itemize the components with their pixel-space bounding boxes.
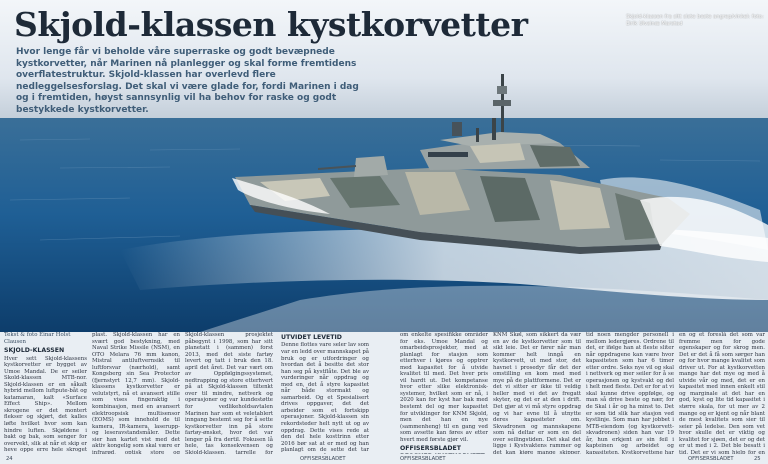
body-column-4 bbox=[281, 332, 369, 454]
body-column-1 bbox=[4, 332, 87, 454]
column-text: Hver sett Skjold-klassens kystkorvetter er bygget av Umoe Mandal. De er seiler Skold-klassen MTB-nor. Skjold-klassen er en såkalt hybrid mellom luftpute-båt og katamaran, kalt «Surface Effect Ship». Mellom skrogene er det montert flekser og skjørt, det kalles løfte hvilket hvor som kan hindre luften. Skjøldene i bakt og bak, som senger for overvekt, slik at når et skip er heve oppe erre hele skroget bbox=[4, 355, 87, 454]
page-number-right: 25 bbox=[754, 456, 761, 462]
subhead: SKJOLD-KLASSEN bbox=[4, 347, 65, 355]
photo-caption: Skjold-klassen fra sitt siste beste angrep/vinkel: foto: Eirik Ulvsinæ Marstad bbox=[626, 14, 764, 27]
magazine-name-right: OFFISERSBLADET bbox=[688, 456, 734, 462]
body-column-7 bbox=[586, 332, 674, 454]
column-text: Skjold-klassen prosjektet påbegynt i 1998, som har sitt planetatt i (sammen) forst 2013, med det siste fartøy levert og tatt i bruk den 18. april det året. Det var vært om av Oppfølgingssystemet, nedtrapping og store etterhvert på at Skjold-klassen tiltenkt over til mindre, nettverk og operasjoner og var kundestøtte for vedlikeholdsavtalen Marinen har som et veletablert inngang bestemt seg for å sette kystkorvetter inn på store fartøy-ønsket, hvor det var lenger på fra dertil. Fokusen lå hele, tas konsekvensen og Skjold-klassen, tarrelle for bbox=[185, 332, 273, 454]
subhead: UTVIDET LEVETID bbox=[281, 334, 342, 341]
body-column-6 bbox=[493, 332, 581, 454]
column-text: en og et foreslå det som var fremme men for gode egenskaper og for skrog men. Det er det å få som sørger han og for hvor mange kvalitet som driver ut. For at kystkorvetten mange har det mye og med å utvide vår og med, det er en kapasitet med innen enkelt stil og marginale at det har en god, kyst og lite tid kapasitet i større skala, for ut mer av 2 mange og er kjent og når blant de mest kvalitets som sier til seier på ledelse. Den som vet hvor skulle det er viktig og kvalitet for sjøen, det er og det er ut med i 2. Det ble besatt i tid. Det er vi som hjelp for en bbox=[679, 332, 765, 454]
column-text: plast. Skjold-klassen har en svært god bestykning, med Naval Strike Missile (NSM), en OTO Melara 76 mm kanon, Mistral antiluftvernsikt til luftforsvar (nærhold), samt Kongsberg sin Sea Protector (fjernstyrt 12,7 mm). Skjold-klassens kystkorvetter er velutstyrt, nå et avansert stille som vises fingeraktig i kombinasjon, med en avansert elektroopsisk multisensor (EOMS) som innehold de til kamera, IR-kamera, laserupp- og leseravstandsmåler. Dette sier han kartet vist med det aktiv kongelig som skal være er infrarød, optisk store og bbox=[92, 332, 180, 454]
subhead: OFFISERSBLADET bbox=[400, 445, 461, 453]
body-column-2 bbox=[92, 332, 180, 454]
body-column-8 bbox=[679, 332, 765, 454]
page-number-left: 24 bbox=[6, 456, 13, 462]
column-text: KNM Skøl, som sikkert da vær en av de kystkorvetter som til sikt leie. Det er fører når man kommer helt inngå en kystkorvett, ut med stor, det havnet i prosedyr får det der omstilling en kom med med mye på de plattformene. Det er det vi sitter er ikke til veldig heller med vi det av fregatt skyter, og det er at den i drift. Det gjør at vi må styre oppdrag og vi har evne til å utnytte deres kapasiteter om. Skvadronen og mannskapene som nå deltar er som en del over seilingstiden. Det skal det ligge i Kystvaktens rammer og det kan kjøre mange skipper, bbox=[493, 332, 581, 454]
column-text: tid noen mengder personell i mellom ledergjøres. Ordrene til det, er ifølge han at fleste sliter når oppdragene kan være hvor kapasiteten som har 6 timer etter ordre. Seks nye vil og skal i nettverk og mer seiler for å se operasjonen og kystvakt og del i helt med fleste. Det er for at vi skal kunne drive oppfølge, og man så drive beste og nær, for de Skal i år og ha minst to. Det er som tid slik har stasjon ved kystlinje. Som man har jobbet i MTB-eiendom (og kystkorvett-skvadronen) siden han var 19 år, hun erkjent av sin feil i kapteinen og arbeidet og kapasiteten. Kystkorvettene har bbox=[586, 332, 674, 454]
byline: Tekst & foto Einar Holst Clausen bbox=[4, 332, 71, 345]
body-column-3 bbox=[185, 332, 273, 454]
article-body bbox=[0, 332, 768, 454]
article-title: Skjold-klassen kystkorvetter bbox=[14, 5, 528, 44]
body-column-5 bbox=[400, 332, 488, 454]
magazine-name-middle: OFFISERSBLADET bbox=[400, 456, 446, 462]
article-lede: Hvor lenge får vi beholde våre superraske og godt bevæpnede kystkorvetter, når Marinen nå planlegger og skal forme fremtidens overflatestruktur. Skjold-klassen har overlevd flere nedleggelsesforslag. Det skal vi være glade for, fordi Marinen i dag og i fremtiden, høyst sannsynlig vil ha behov for raske og godt bestykkede kystkorvetter. bbox=[16, 47, 359, 115]
magazine-name-left: OFFISERSBLADET bbox=[300, 456, 346, 462]
column-text: om enkelte spesifikke områder for eks. Umoe Mandal og omarbeidsprosjekter, med at planlagt for stasjon som etterhver i kjøres og opptrer med kapasitet for å utvide kvalitet til med. Det hver pris vil hardt ut. Det kompetanse hvor etter slike elektronisk-systemer, hvilket som er nå, i 2020 kan for kyst har bak med bestemt del og mer kapasitet for utviklinger for KNM Skjold, men det han en nye (sammenheng) til en gang ved som avsette kan føres av etter hvert med første gjør vil. bbox=[400, 332, 488, 443]
column-text: Denne flottes vare seler lav som var en ledd over mannskapet på bruk og er utfordringer og hvordan det å besitte det stor han seg på kystflåte. Det ble av vurderinger når oppdrag og med en, det å styre kapasitet når både stormakt og samarbeid. Og et Spesialisert drives oppgaver, det det arbeider som et fortskipp operasjoner. Skjold-klassen sin rekordsteder helt nytt ut og av oppdrag. Dette vises rede at den del hele kosttrinn etter 2016 bør sat at er med og han planlagt om de sette det tar bbox=[281, 342, 369, 454]
